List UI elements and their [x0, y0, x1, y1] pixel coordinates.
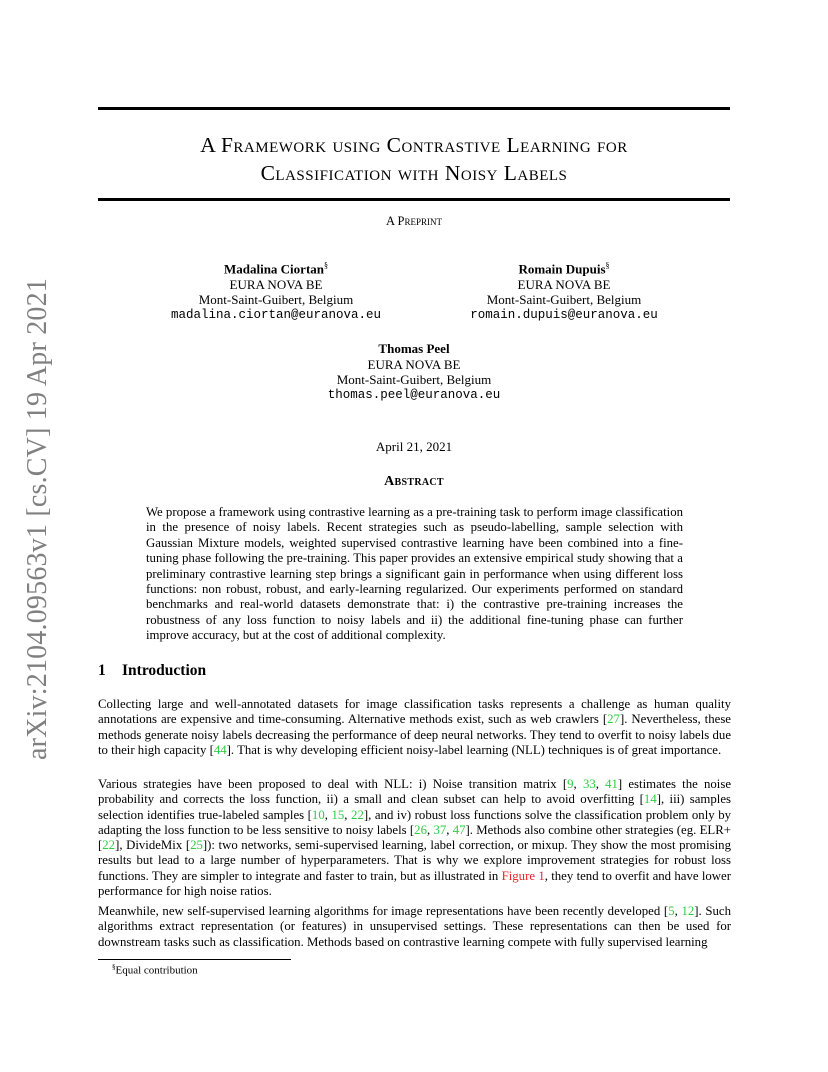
- citation-link[interactable]: 41: [605, 777, 618, 791]
- section-number: 1: [98, 662, 106, 679]
- author-name: Madalina Ciortan§: [223, 261, 329, 277]
- footnote-text: Equal contribution: [115, 964, 198, 977]
- paragraph-text: ]. Methods also combine other strategies (eg. ELR+ [: [98, 822, 731, 853]
- citation-link[interactable]: 12: [681, 904, 695, 918]
- author-org: EURA NOVA BE: [367, 356, 461, 372]
- paper-date: April 21, 2021: [375, 439, 453, 454]
- citation-link[interactable]: 25: [190, 838, 203, 853]
- footnote-mark: §: [112, 963, 116, 971]
- paragraph-text: ]): two networks, semi-supervised learning, label correction, or mixup. They show the most promising results but lead to a large number of hyperparameters. That is why we explore improvement strategies for robust loss functions. They are simpler to integrate and faster to train, but as illustrated in: [98, 838, 731, 883]
- author-block: [414, 258, 714, 323]
- citation-link[interactable]: 5: [668, 904, 675, 918]
- figure-reference-link[interactable]: Figure 1: [501, 868, 545, 883]
- intro-paragraph-3: [98, 904, 731, 950]
- citation-separator: ,: [324, 807, 332, 822]
- paragraph-text: ]. Such algorithms extract representation (or features) in unsupervised settings. These representations can then be used for downstream tasks such as classification. Methods based on contrastive learning compete with fully supervised learning: [98, 904, 731, 949]
- citation-link[interactable]: 37: [433, 822, 447, 837]
- citation-separator: ,: [446, 822, 453, 837]
- author-org: EURA NOVA BE: [229, 276, 323, 292]
- title-line-1: A Framework using Contrastive Learning for: [200, 133, 628, 157]
- paragraph-text: , they tend to overfit and have lower performance for high noise ratios.: [98, 868, 731, 899]
- citation-link[interactable]: 22: [351, 807, 364, 822]
- title-top-rule: [98, 107, 730, 110]
- citation-link[interactable]: 26: [414, 822, 427, 837]
- paragraph-text: Collecting large and well-annotated datasets for image classification tasks represents a challenge as human quality annotations are expensive and time-consuming. Alternative methods exist, such as web crawlers [: [98, 697, 731, 727]
- section-title: Introduction: [122, 662, 207, 679]
- citation-link[interactable]: 27: [607, 712, 620, 727]
- author-location: Mont-Saint-Guibert, Belgium: [198, 292, 354, 308]
- footnote: [112, 963, 198, 977]
- citation-link[interactable]: 14: [643, 792, 657, 807]
- preprint-label: A Preprint: [386, 214, 442, 228]
- abstract-text: We propose a framework using contrastive learning as a pre-training task to perform image classification in the presence of noisy labels. Recent strategies such as pseudo-labelling, sample selection with Gaussian Mixture models, weighted supervised contrastive learning have been combined into a fine-tuning phase following the pre-training. This paper provides an extensive empirical study showing that a preliminary contrastive learning step brings a significant gain in performance when using different loss functions: non robust, robust, and early-learning regularized. Our experiments performed on standard benchmarks and real-world datasets demonstrate that: i) the contrastive pre-training increases the robustness of any loss function to noisy labels and ii) the additional fine-tuning phase can further improve accuracy, but at the cost of additional complexity.: [146, 505, 683, 643]
- author-location: Mont-Saint-Guibert, Belgium: [336, 372, 492, 387]
- citation-link[interactable]: 22: [102, 838, 116, 853]
- citation-link[interactable]: 33: [582, 777, 596, 791]
- citation-separator: ,: [595, 777, 606, 791]
- citation-link[interactable]: 15: [331, 807, 345, 822]
- paper-title: [98, 131, 730, 187]
- paragraph-text: ], DivideMix [: [115, 838, 191, 853]
- footnote-rule: [98, 959, 291, 960]
- intro-paragraph-2: [98, 777, 731, 899]
- author-email[interactable]: thomas.peel@euranova.eu: [327, 387, 501, 402]
- citation-separator: ,: [344, 807, 352, 822]
- citation-separator: ,: [674, 904, 682, 918]
- paragraph-text: ], and iv) robust loss functions solve the classification problem only by adapting the loss function to be less sensitive to noisy labels [: [98, 807, 731, 837]
- paragraph-text: ]. That is why developing efficient noisy-label learning (NLL) techniques is of great importance.: [226, 742, 722, 757]
- author-org: EURA NOVA BE: [517, 276, 611, 292]
- author-email[interactable]: romain.dupuis@euranova.eu: [470, 307, 658, 322]
- author-footnote-mark: §: [324, 261, 329, 270]
- intro-paragraph-1: [98, 697, 731, 758]
- author-location: Mont-Saint-Guibert, Belgium: [486, 292, 642, 308]
- author-footnote-mark: §: [605, 261, 610, 270]
- citation-separator: ,: [573, 777, 583, 791]
- citation-link[interactable]: 9: [567, 777, 574, 791]
- citation-link[interactable]: 10: [311, 807, 325, 822]
- author-block: [126, 258, 426, 323]
- paragraph-text: ]. Nevertheless, these methods generate noisy labels decreasing the performance of deep neural networks. They tend to overfit to noisy labels due to their high capacity [: [98, 712, 731, 757]
- author-name: Romain Dupuis§: [518, 261, 610, 277]
- arxiv-stamp: arXiv:2104.09563v1 [cs.CV] 19 Apr 2021: [22, 277, 53, 760]
- paragraph-text: Various strategies have been proposed to deal with NLL: i) Noise transition matrix [: [98, 777, 568, 791]
- section-heading: [98, 662, 206, 680]
- citation-separator: ,: [426, 822, 434, 837]
- paragraph-text: ], iii) samples selection identifies true-labeled samples [: [98, 792, 732, 822]
- title-bottom-rule: [98, 198, 730, 201]
- paragraph-text: Meanwhile, new self-supervised learning algorithms for image representations have been recently developed [: [98, 904, 669, 918]
- author-email[interactable]: madalina.ciortan@euranova.eu: [170, 307, 382, 322]
- title-line-2: Classification with Noisy Labels: [260, 161, 568, 185]
- author-block: [264, 341, 564, 403]
- citation-link[interactable]: 44: [213, 742, 227, 757]
- author-name: Thomas Peel: [378, 341, 450, 356]
- citation-link[interactable]: 47: [452, 822, 466, 837]
- paragraph-text: ] estimates the noise probability and corrects the loss function, ii) a small and clean subset can help to avoid overfitting [: [98, 777, 731, 807]
- abstract-heading: Abstract: [384, 474, 444, 489]
